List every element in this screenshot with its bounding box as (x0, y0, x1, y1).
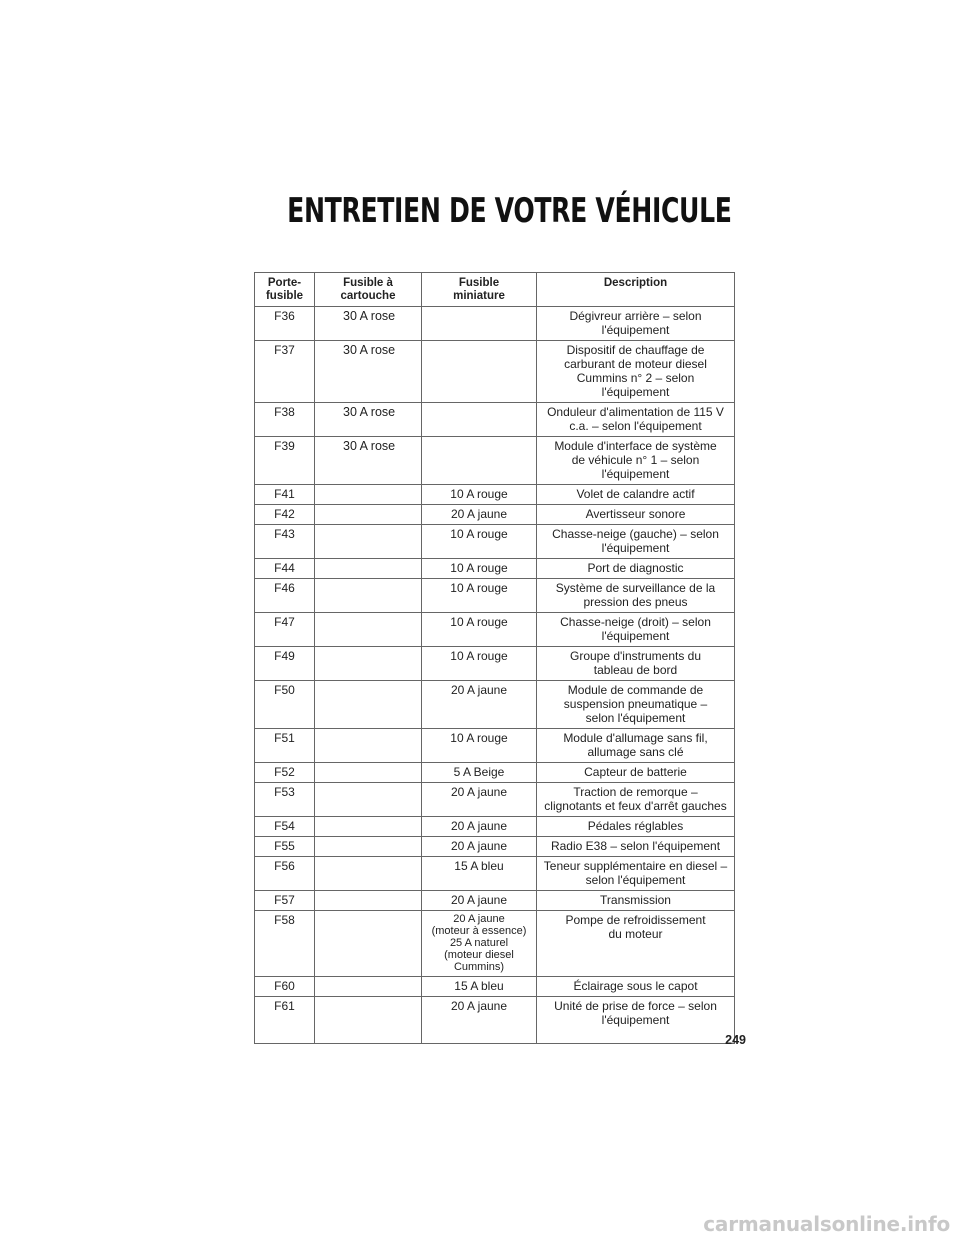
fuse-cell-miniature: 20 A jaune (moteur à essence) 25 A naturel (moteur diesel Cummins) (422, 911, 537, 977)
table-row (255, 857, 735, 891)
fuse-cell-porte-fusible: F47 (255, 613, 315, 647)
table-row (255, 681, 735, 729)
table-row (255, 307, 735, 341)
fuse-cell-porte-fusible: F46 (255, 579, 315, 613)
fuse-cell-porte-fusible: F57 (255, 891, 315, 911)
fuse-cell-miniature: 20 A jaune (422, 783, 537, 817)
fuse-cell-porte-fusible: F61 (255, 997, 315, 1044)
fuse-cell-porte-fusible: F50 (255, 681, 315, 729)
fuse-cell-porte-fusible: F41 (255, 485, 315, 505)
fuse-cell-porte-fusible: F43 (255, 525, 315, 559)
fuse-cell-cartouche (315, 579, 422, 613)
fuse-cell-cartouche (315, 763, 422, 783)
fuse-cell-description: Chasse-neige (droit) – selon l'équipement (537, 613, 735, 647)
fuse-cell-cartouche (315, 783, 422, 817)
table-row (255, 559, 735, 579)
table-row (255, 525, 735, 559)
fuse-cell-porte-fusible: F53 (255, 783, 315, 817)
fuse-cell-description: Volet de calandre actif (537, 485, 735, 505)
table-row (255, 729, 735, 763)
fuse-cell-miniature: 10 A rouge (422, 647, 537, 681)
fuse-cell-porte-fusible: F54 (255, 817, 315, 837)
table-row (255, 763, 735, 783)
fuse-cell-cartouche (315, 857, 422, 891)
fuse-cell-porte-fusible: F44 (255, 559, 315, 579)
fuse-cell-porte-fusible: F52 (255, 763, 315, 783)
fuse-cell-miniature: 15 A bleu (422, 977, 537, 997)
fuse-cell-description: Teneur supplémentaire en diesel – selon l'équipement (537, 857, 735, 891)
fuse-cell-porte-fusible: F58 (255, 911, 315, 977)
table-row (255, 783, 735, 817)
fuse-cell-description: Port de diagnostic (537, 559, 735, 579)
page-number: 249 (725, 1033, 746, 1047)
table-row (255, 911, 735, 977)
fuse-cell-description: Capteur de batterie (537, 763, 735, 783)
fuse-cell-porte-fusible: F39 (255, 437, 315, 485)
table-row (255, 437, 735, 485)
fuse-cell-description: Avertisseur sonore (537, 505, 735, 525)
fuse-cell-porte-fusible: F60 (255, 977, 315, 997)
fuse-cell-description: Dispositif de chauffage de carburant de moteur diesel Cummins n° 2 – selon l'équipement (537, 341, 735, 403)
watermark: carmanualsonline.info (703, 1212, 950, 1236)
fuse-cell-description: Pompe de refroidissement du moteur (537, 911, 735, 977)
fuse-table (254, 272, 735, 1044)
fuse-cell-miniature: 10 A rouge (422, 559, 537, 579)
fuse-cell-cartouche (315, 559, 422, 579)
fuse-cell-cartouche (315, 891, 422, 911)
fuse-cell-cartouche: 30 A rose (315, 307, 422, 341)
column-header-fusible-miniature: Fusible miniature (422, 273, 537, 307)
fuse-cell-description: Traction de remorque – clignotants et feux d'arrêt gauches (537, 783, 735, 817)
fuse-cell-miniature (422, 307, 537, 341)
fuse-cell-porte-fusible: F49 (255, 647, 315, 681)
fuse-cell-cartouche (315, 681, 422, 729)
fuse-cell-cartouche: 30 A rose (315, 403, 422, 437)
fuse-cell-porte-fusible: F38 (255, 403, 315, 437)
fuse-cell-description: Chasse-neige (gauche) – selon l'équipement (537, 525, 735, 559)
fuse-cell-description: Onduleur d'alimentation de 115 V c.a. – selon l'équipement (537, 403, 735, 437)
table-row (255, 579, 735, 613)
table-row (255, 341, 735, 403)
fuse-cell-porte-fusible: F37 (255, 341, 315, 403)
fuse-cell-miniature: 10 A rouge (422, 525, 537, 559)
fuse-cell-miniature: 10 A rouge (422, 579, 537, 613)
fuse-cell-description: Système de surveillance de la pression des pneus (537, 579, 735, 613)
fuse-cell-miniature: 15 A bleu (422, 857, 537, 891)
fuse-cell-miniature: 20 A jaune (422, 891, 537, 911)
fuse-cell-description: Module de commande de suspension pneumatique – selon l'équipement (537, 681, 735, 729)
fuse-cell-miniature (422, 341, 537, 403)
table-row (255, 403, 735, 437)
table-row (255, 647, 735, 681)
fuse-cell-porte-fusible: F42 (255, 505, 315, 525)
table-row (255, 997, 735, 1044)
fuse-cell-porte-fusible: F51 (255, 729, 315, 763)
fuse-cell-description: Transmission (537, 891, 735, 911)
fuse-cell-miniature: 20 A jaune (422, 997, 537, 1044)
table-row (255, 485, 735, 505)
table-row (255, 837, 735, 857)
table-row (255, 817, 735, 837)
fuse-cell-miniature: 5 A Beige (422, 763, 537, 783)
fuse-cell-cartouche: 30 A rose (315, 437, 422, 485)
fuse-cell-miniature: 20 A jaune (422, 681, 537, 729)
page-title: ENTRETIEN DE VOTRE VÉHICULE (287, 191, 732, 231)
fuse-cell-porte-fusible: F55 (255, 837, 315, 857)
table-row (255, 977, 735, 997)
fuse-cell-cartouche (315, 997, 422, 1044)
fuse-cell-cartouche (315, 911, 422, 977)
fuse-cell-cartouche (315, 525, 422, 559)
fuse-cell-miniature (422, 403, 537, 437)
fuse-cell-miniature: 20 A jaune (422, 837, 537, 857)
fuse-cell-miniature: 10 A rouge (422, 613, 537, 647)
table-row (255, 891, 735, 911)
fuse-table-body (255, 307, 735, 1044)
fuse-cell-description: Module d'interface de système de véhicule n° 1 – selon l'équipement (537, 437, 735, 485)
table-row (255, 613, 735, 647)
fuse-cell-description: Éclairage sous le capot (537, 977, 735, 997)
fuse-cell-description: Unité de prise de force – selon l'équipement (537, 997, 735, 1044)
fuse-cell-description: Radio E38 – selon l'équipement (537, 837, 735, 857)
fuse-cell-cartouche: 30 A rose (315, 341, 422, 403)
table-header-row (255, 273, 735, 307)
column-header-fusible-cartouche: Fusible à cartouche (315, 273, 422, 307)
table-row (255, 505, 735, 525)
fuse-cell-cartouche (315, 505, 422, 525)
fuse-cell-miniature: 10 A rouge (422, 729, 537, 763)
fuse-cell-cartouche (315, 817, 422, 837)
fuse-cell-cartouche (315, 977, 422, 997)
fuse-cell-cartouche (315, 485, 422, 505)
fuse-cell-cartouche (315, 729, 422, 763)
fuse-cell-description: Pédales réglables (537, 817, 735, 837)
fuse-cell-description: Module d'allumage sans fil, allumage sans clé (537, 729, 735, 763)
fuse-cell-miniature: 20 A jaune (422, 817, 537, 837)
fuse-cell-miniature: 20 A jaune (422, 505, 537, 525)
fuse-cell-porte-fusible: F36 (255, 307, 315, 341)
column-header-description: Description (537, 273, 735, 307)
fuse-cell-porte-fusible: F56 (255, 857, 315, 891)
fuse-cell-cartouche (315, 613, 422, 647)
column-header-porte-fusible: Porte- fusible (255, 273, 315, 307)
fuse-cell-description: Dégivreur arrière – selon l'équipement (537, 307, 735, 341)
fuse-cell-miniature (422, 437, 537, 485)
fuse-cell-cartouche (315, 647, 422, 681)
fuse-cell-description: Groupe d'instruments du tableau de bord (537, 647, 735, 681)
fuse-cell-miniature: 10 A rouge (422, 485, 537, 505)
fuse-cell-cartouche (315, 837, 422, 857)
